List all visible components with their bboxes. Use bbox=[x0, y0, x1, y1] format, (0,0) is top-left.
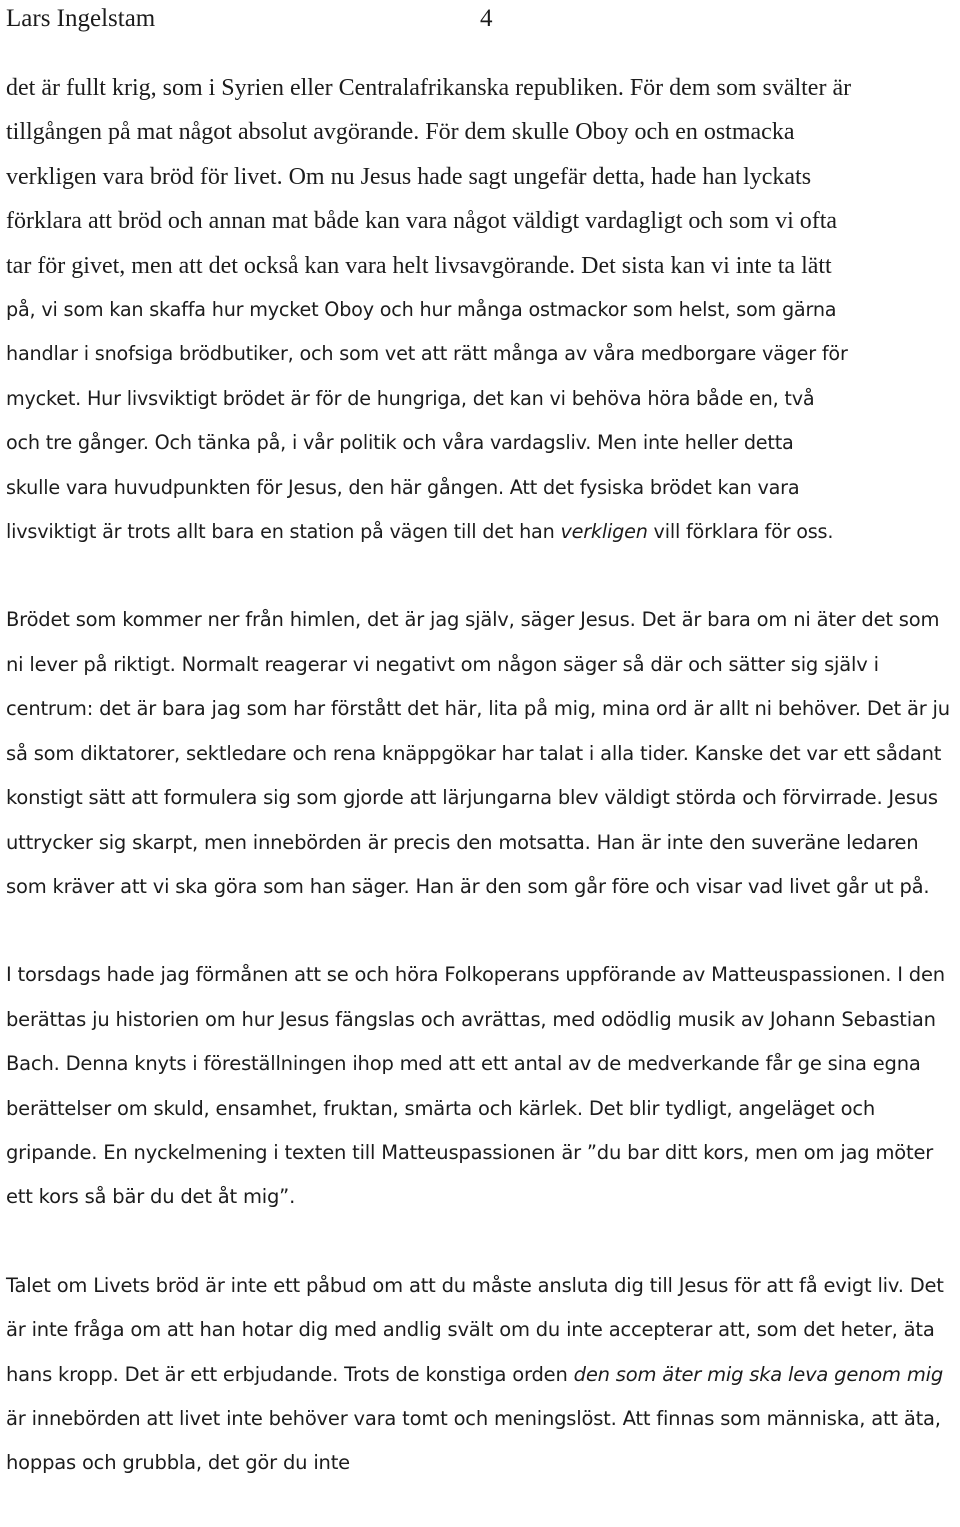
document-page bbox=[6, 0, 958, 1486]
paragraph-1-line: tar för givet, men att det också kan vara helt livsavgörande. Det sista kan vi inte ta lätt bbox=[6, 252, 832, 279]
author-name: Lars Ingelstam bbox=[6, 5, 156, 32]
paragraph-1-line: på, vi som kan skaffa hur mycket Oboy och hur många ostmackor som helst, som gärna bbox=[6, 298, 837, 322]
paragraph-1-last-text-end: vill förklara för oss. bbox=[647, 520, 834, 544]
page-number: 4 bbox=[480, 5, 493, 32]
paragraph-1-line: det är fullt krig, som i Syrien eller Centralafrikanska republiken. För dem som svälter är bbox=[6, 75, 852, 101]
page-header bbox=[6, 0, 958, 38]
paragraph-1-line: och tre gånger. Och tänka på, i vår politik och våra vardagsliv. Men inte heller detta bbox=[6, 431, 794, 455]
paragraph-4-text: Talet om Livets bröd är inte ett påbud om att du måste ansluta dig till Jesus för att få evigt liv. Det är inte fråga om att han hotar dig med andlig svält om du inte accepterar att, som det heter, äta hans kropp. Det är ett erbjudande. Trots de konstiga orden bbox=[6, 1273, 944, 1386]
paragraph-1-line: förklara att bröd och annan mat både kan vara något väldigt vardagligt och som vi ofta bbox=[6, 208, 838, 235]
paragraph-1-line: mycket. Hur livsviktigt brödet är för de hungriga, det kan vi behöva höra både en, två bbox=[6, 386, 815, 410]
paragraph-3: I torsdags hade jag förmånen att se och höra Folkoperans uppförande av Matteuspassionen. I den berättas ju historien om hur Jesus fängslas och avrättas, med odödlig musik av Johann Sebastian Bach. Denna knyts i föreställningen ihop med att ett antal av de medverkande får ge sina egna berättelser om skuld, ensamhet, fruktan, smärta och kärlek. Det blir tydligt, angeläget och gripande. En nyckelmening i texten till Matteuspassionen är ”du bar ditt kors, men om jag möter ett kors så bär du det åt mig”. bbox=[6, 963, 945, 1209]
paragraph-4-emphasis: den som äter mig ska leva genom mig bbox=[573, 1362, 944, 1386]
paragraph-4 bbox=[6, 1264, 958, 1486]
paragraph-1-emphasis: verkligen bbox=[560, 520, 648, 544]
paragraph-1 bbox=[6, 66, 958, 554]
paragraph-1-last-text: livsviktigt är trots allt bara en station på vägen till det han bbox=[6, 520, 561, 544]
paragraph-2: Brödet som kommer ner från himlen, det är jag själv, säger Jesus. Det är bara om ni äter det som ni lever på riktigt. Normalt reagerar vi negativt om någon säger så där och sätter sig själv i centrum: det är bara jag som har förstått det här, lita på mig, mina ord är allt ni behöver. Det är ju så som diktatorer, sektledare och rena knäppgökar har talat i alla tider. Kanske det var ett sådant konstigt sätt att formulera sig som gjorde att lärjungarna blev väldigt störda och förvirrade. Jesus uttrycker sig skarpt, men innebörden är precis den motsatta. Han är inte den suveräne ledaren som kräver att vi ska göra som han säger. Han är den som går före och visar vad livet går ut på. bbox=[6, 608, 950, 898]
paragraph-1-last-line bbox=[6, 510, 958, 554]
paragraph-1-line: handlar i snofsiga brödbutiker, och som vet att rätt många av våra medborgare väger för bbox=[6, 342, 848, 366]
paragraph-1-line: tillgången på mat något absolut avgörande. För dem skulle Oboy och en ostmacka bbox=[6, 119, 795, 146]
paragraph-1-line: skulle vara huvudpunkten för Jesus, den här gången. Att det fysiska brödet kan vara bbox=[6, 475, 800, 499]
paragraph-4-text-end: är innebörden att livet inte behöver vara tomt och meningslöst. Att finnas som människa, att äta, hoppas och grubbla, det gör du inte bbox=[6, 1406, 941, 1475]
paragraph-1-line: verkligen vara bröd för livet. Om nu Jesus hade sagt ungefär detta, hade han lyckats bbox=[6, 163, 812, 190]
